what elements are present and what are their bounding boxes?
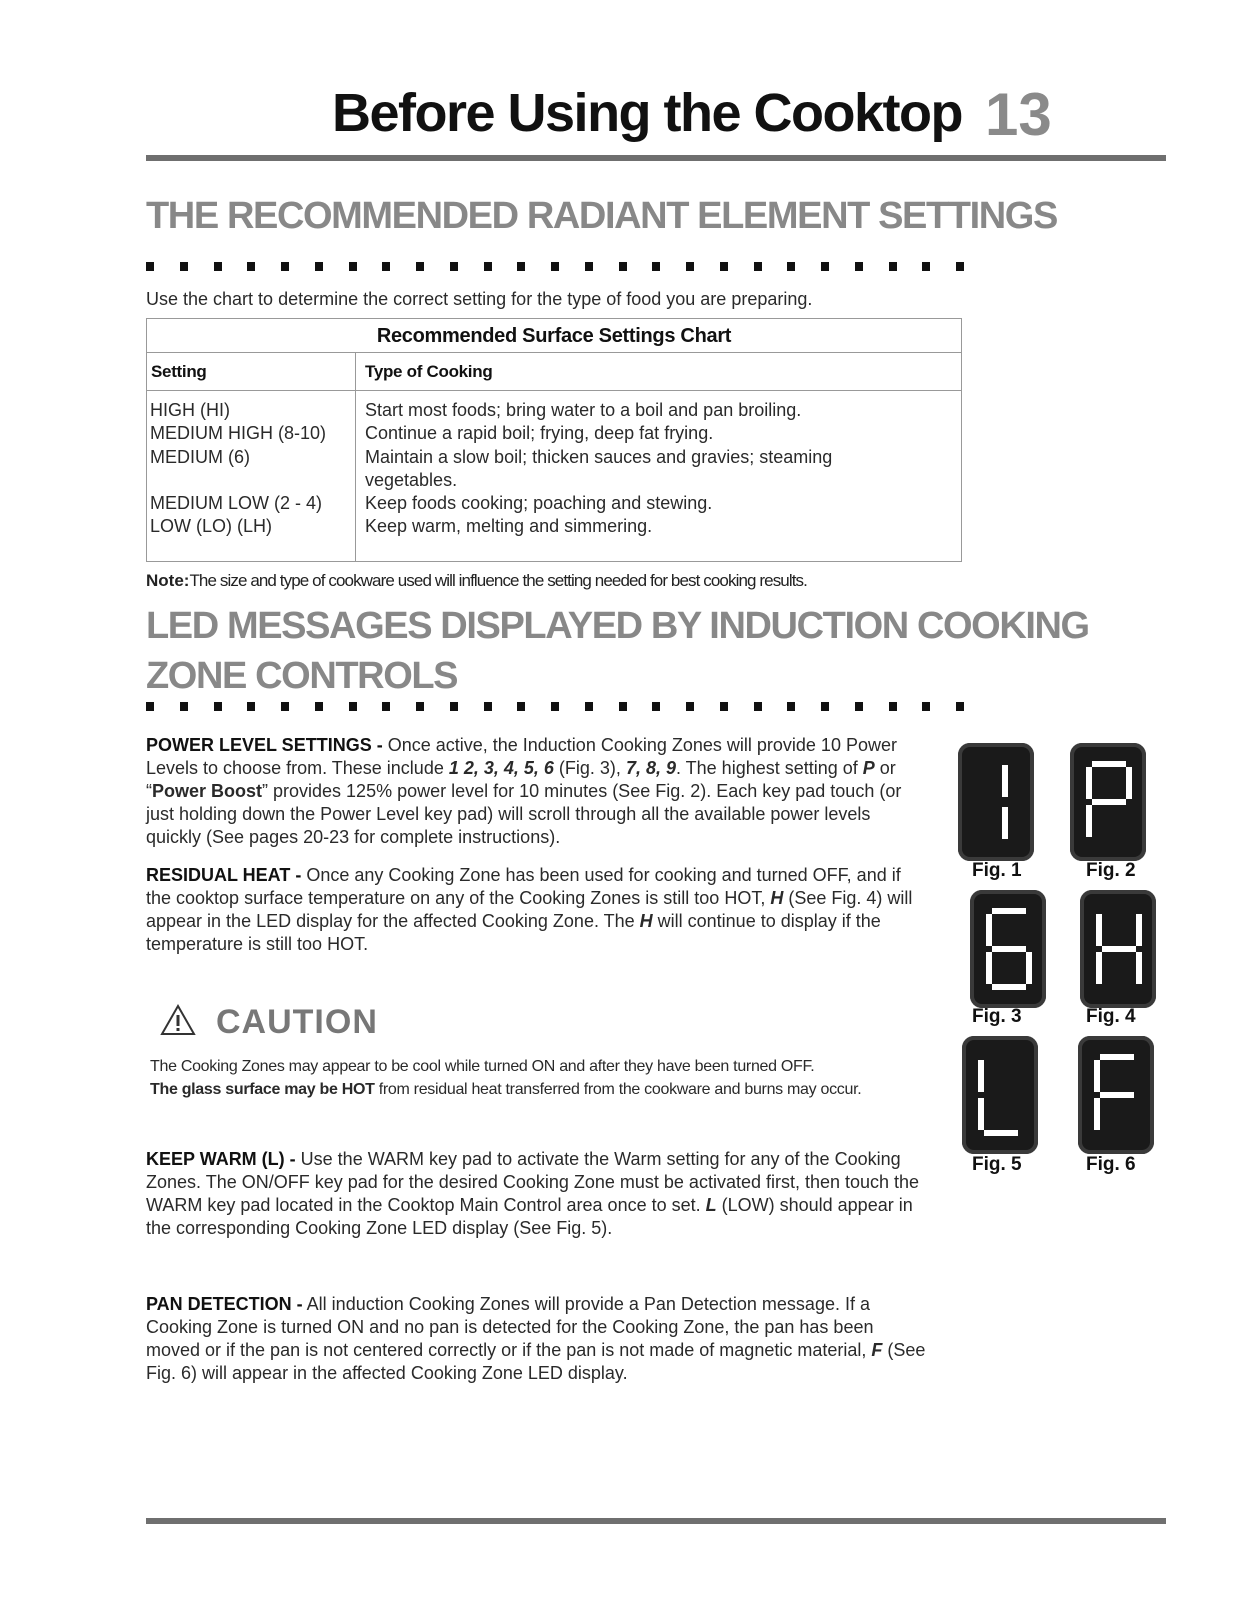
table-cell-type: Keep foods cooking; poaching and stewing. (365, 493, 713, 513)
caution-heading (160, 1003, 378, 1042)
table-cell-type: Keep warm, melting and simmering. (365, 516, 653, 536)
power-text: Once active, the Induction Cooking Zones will provide 10 Power Levels to choose from. These include (146, 735, 897, 778)
table-cell-setting: MEDIUM HIGH (8-10) (150, 423, 327, 443)
figure-caption: Fig. 5 (972, 1154, 1022, 1175)
pan-detection-lead: PAN DETECTION - (146, 1294, 303, 1314)
chart-intro-text: Use the chart to determine the correct setting for the type of food you are preparing. (146, 289, 813, 309)
pan-text: All induction Cooking Zones will provide a Pan Detection message. If a Cooking Zone is turned ON and no pan is detected for the Cooking Zone, the pan has been moved or if the pan is not centered correctly or if the pan is not made of magnetic material, (146, 1294, 874, 1360)
caution-text (150, 1055, 910, 1101)
caution-line: from residual heat transferred from the cookware and burns may occur. (374, 1081, 862, 1098)
power-level-paragraph (146, 734, 926, 849)
section-heading-led-messages-line2: ZONE CONTROLS (146, 655, 458, 697)
pan-text: (See Fig. 6) will appear in the affected Cooking Zone LED display. (146, 1340, 926, 1383)
caution-line: The Cooking Zones may appear to be cool while turned ON and after they have been turned OFF. (150, 1058, 815, 1075)
residual-heat-lead: RESIDUAL HEAT - (146, 865, 302, 885)
power-text: . The highest setting of (675, 758, 863, 778)
keep-warm-text: Use the WARM key pad to activate the Warm setting for any of the Cooking Zones. The ON/OFF key pad for the desired Cooking Zone must be activated first, then touch the WARM key pad located in the Cooktop Main Control area once to set. (146, 1149, 920, 1215)
residual-heat-paragraph (146, 864, 926, 956)
figure-caption: Fig. 6 (1086, 1154, 1136, 1175)
dot-divider (146, 262, 964, 272)
keep-warm-text: (LOW) should appear in the corresponding Cooking Zone LED display (See Fig. 5). (146, 1195, 913, 1238)
table-cell-type: Start most foods; bring water to a boil and pan broiling. (365, 400, 802, 420)
power-boost-label: Power Boost (152, 781, 263, 801)
power-level-lead: POWER LEVEL SETTINGS - (146, 735, 383, 755)
footer-rule (146, 1518, 1166, 1524)
table-cell-setting: MEDIUM (6) (150, 447, 250, 467)
segment-h: H (639, 911, 653, 931)
table-cell-type: Continue a rapid boil; frying, deep fat frying. (365, 423, 714, 443)
figure-caption: Fig. 4 (1086, 1006, 1136, 1027)
table-cell-type: vegetables. (365, 470, 458, 490)
column-header-setting: Setting (151, 362, 207, 381)
surface-settings-chart (146, 318, 962, 562)
figure-caption: Fig. 2 (1086, 860, 1136, 881)
table-cell-setting: LOW (LO) (LH) (150, 516, 273, 536)
power-text: (Fig. 3), (553, 758, 626, 778)
segment-p: P (862, 758, 875, 778)
table-divider (147, 352, 961, 353)
led-display-fig6 (1078, 1036, 1154, 1154)
dot-divider (146, 702, 964, 712)
keep-warm-lead: KEEP WARM (L) - (146, 1149, 296, 1169)
section-heading-radiant-settings: THE RECOMMENDED RADIANT ELEMENT SETTINGS (146, 195, 1057, 237)
segment-digits-7-9: 7, 8, 9 (625, 758, 676, 778)
segment-l: L (705, 1195, 717, 1215)
note-text: The size and type of cookware used will influence the setting needed for best cooking results. (189, 571, 807, 590)
note-label: Note: (146, 571, 190, 590)
residual-text: (See Fig. 4) will appear in the LED display for the affected Cooking Zone. The (146, 888, 913, 931)
led-display-fig5 (962, 1036, 1038, 1154)
page-number: 13 (985, 81, 1052, 148)
table-column-divider (355, 352, 356, 561)
header-rule (146, 155, 1166, 161)
chart-note (146, 571, 807, 591)
table-cell-setting: MEDIUM LOW (2 - 4) (150, 493, 323, 513)
segment-digits-1-6: 1 2, 3, 4, 5, 6 (448, 758, 554, 778)
warning-triangle-icon (160, 1004, 196, 1041)
chart-title: Recommended Surface Settings Chart (376, 325, 732, 347)
column-header-type-of-cooking: Type of Cooking (365, 362, 493, 381)
table-divider (147, 390, 961, 391)
table-cell-type: Maintain a slow boil; thicken sauces and gravies; steaming (365, 447, 833, 467)
led-display-fig1 (958, 743, 1034, 861)
page-title: Before Using the Cooktop (331, 83, 962, 143)
power-text: or “ (146, 758, 896, 801)
led-display-fig3 (970, 890, 1046, 1008)
segment-f: F (871, 1340, 883, 1360)
residual-text: will continue to display if the temperature is still too HOT. (146, 911, 881, 954)
caution-label: CAUTION (216, 1003, 378, 1041)
power-text: ” provides 125% power level for 10 minutes (See Fig. 2). Each key pad touch (or just holding down the Power Level key pad) will scroll through all the available power levels quickly (See pages 20-23 for complete instructions). (146, 781, 902, 847)
led-display-fig2 (1070, 743, 1146, 861)
section-heading-led-messages: LED MESSAGES DISPLAYED BY INDUCTION COOKING (146, 605, 1089, 647)
residual-text: Once any Cooking Zone has been used for cooking and turned OFF, and if the cooktop surface temperature on any of the Cooking Zones is still too HOT, (146, 865, 901, 908)
led-display-fig4 (1080, 890, 1156, 1008)
figure-caption: Fig. 3 (972, 1006, 1022, 1027)
figure-caption: Fig. 1 (972, 860, 1022, 881)
caution-bold-warning: The glass surface may be HOT (150, 1081, 375, 1098)
segment-h: H (770, 888, 784, 908)
table-cell-setting: HIGH (HI) (150, 400, 230, 420)
pan-detection-paragraph (146, 1293, 926, 1385)
keep-warm-paragraph (146, 1148, 926, 1240)
